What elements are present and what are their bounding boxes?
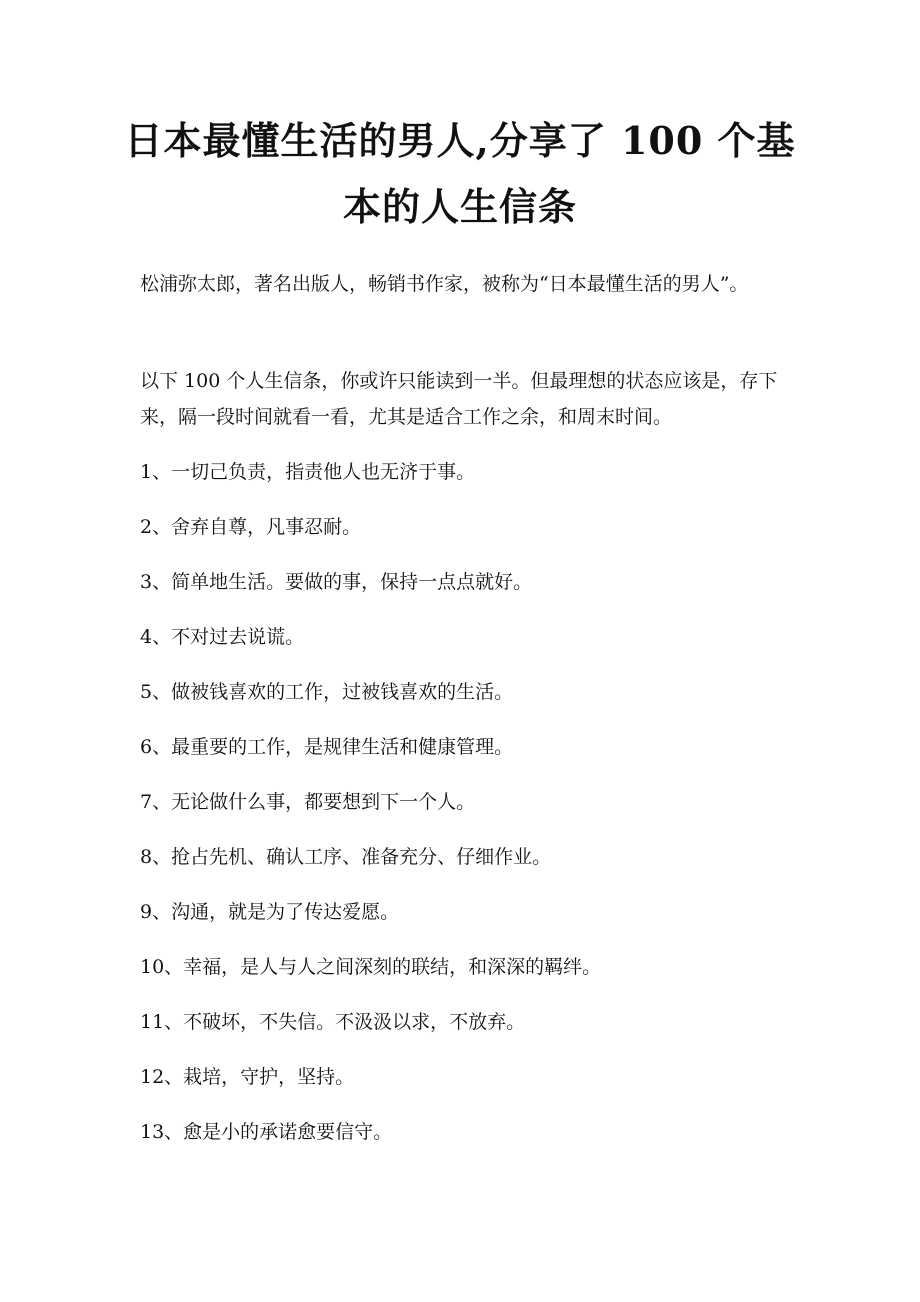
intro-paragraph-1: 松浦弥太郎，著名出版人，畅销书作家，被称为“日本最懂生活的男人”。: [140, 273, 749, 295]
list-item: 5、做被钱喜欢的工作，过被钱喜欢的生活。: [140, 681, 514, 703]
page-title: [120, 108, 800, 240]
list-item: 13、愈是小的承诺愈要信守。: [140, 1121, 393, 1143]
title-line-1: 日本最懂生活的男人,分享了 100 个基: [124, 118, 796, 163]
list-item: 11、不破坏，不失信。不汲汲以求，不放弃。: [140, 1011, 526, 1033]
title-line-2: 本的人生信条: [342, 184, 577, 229]
list-item: 9、沟通，就是为了传达爱愿。: [140, 901, 400, 923]
list-item: 2、舍弃自尊，凡事忍耐。: [140, 516, 362, 538]
list-item: 6、最重要的工作，是规律生活和健康管理。: [140, 736, 514, 758]
list-item: 1、一切己负责，指责他人也无济于事。: [140, 461, 476, 483]
list-item: 8、抢占先机、确认工序、准备充分、仔细作业。: [140, 846, 552, 868]
list-item: 12、栽培，守护，坚持。: [140, 1066, 355, 1088]
list-item: 10、幸福，是人与人之间深刻的联结，和深深的羁绊。: [140, 956, 602, 978]
list-item: 4、不对过去说谎。: [140, 626, 305, 648]
intro-paragraph-2: 以下 100 个人生信条，你或许只能读到一半。但最理想的状态应该是，存下来，隔一段时间就看一看，尤其是适合工作之余，和周末时间。: [140, 370, 778, 428]
list-item: 7、无论做什么事，都要想到下一个人。: [140, 791, 476, 813]
list-item: 3、简单地生活。要做的事，保持一点点就好。: [140, 571, 533, 593]
